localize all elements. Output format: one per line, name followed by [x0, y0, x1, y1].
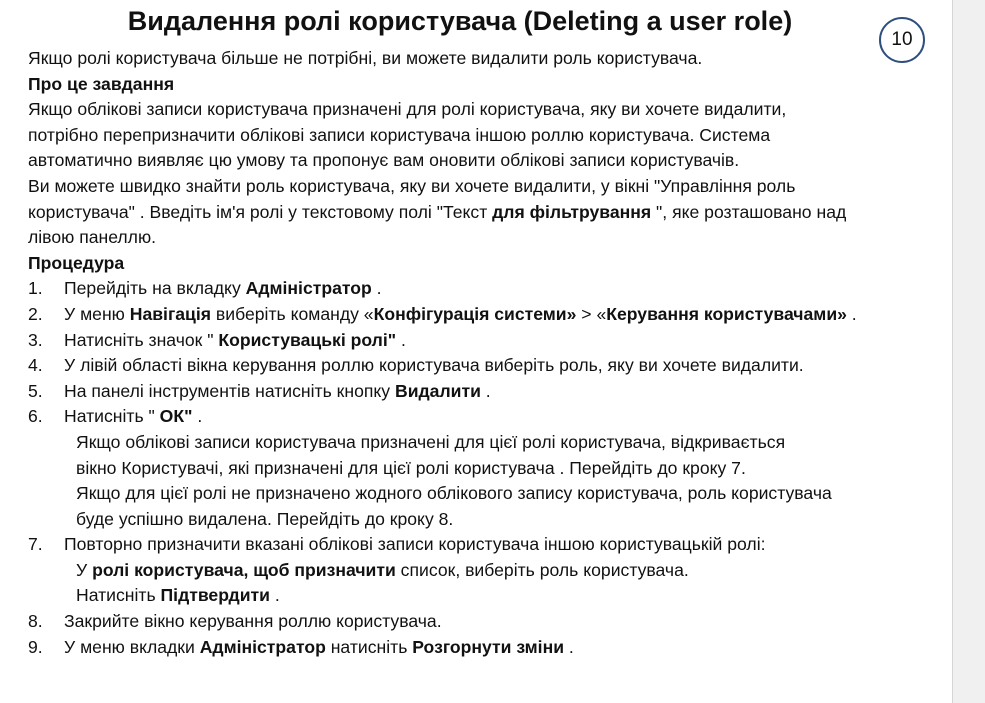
step-text-pre: Натисніть значок " — [64, 329, 219, 350]
step-text-bold: Підтвердити — [160, 585, 270, 606]
step-text-post: . — [192, 406, 203, 427]
page-number-badge: 10 — [879, 17, 925, 63]
step-text-bold: Керування користувачами» — [606, 303, 847, 324]
step-text-post: . — [846, 303, 857, 324]
step-7-detail-1 — [28, 558, 938, 584]
step-number: 3. — [28, 329, 43, 350]
document-body — [28, 46, 938, 660]
step-text-post: . — [396, 329, 406, 350]
step-text-bold: ролі користувача, щоб призначити — [92, 559, 396, 580]
step-text-pre: Натисніть — [76, 585, 161, 606]
about-line-1: Якщо облікові записи користувача призначені для ролі користувача, яку ви хочете видалити, — [28, 99, 787, 120]
step-text — [64, 635, 574, 661]
step-1 — [28, 276, 938, 302]
step-text — [64, 328, 406, 354]
step-text: У лівій області вікна керування роллю користувача виберіть роль, яку ви хочете видалити. — [64, 355, 804, 376]
step-text-bold: Видалити — [394, 380, 481, 401]
step-text — [64, 404, 202, 430]
about-filter-bold: для фільтрування — [492, 201, 652, 222]
step-text-pre: У меню — [64, 303, 130, 324]
procedure-heading: Процедура — [28, 252, 125, 273]
about-line-4: Ви можете швидко знайти роль користувача, яку ви хочете видалити, у вікні "Управління роль — [28, 175, 796, 196]
step-text-mid: виберіть команду « — [211, 303, 374, 324]
step-text-bold: Адміністратор — [245, 278, 372, 299]
step-text-pre: Натисніть " — [64, 406, 160, 427]
step-7-detail-2 — [28, 583, 938, 609]
step-9 — [28, 635, 938, 661]
step-text — [64, 302, 857, 328]
step-8 — [28, 609, 938, 635]
about-heading: Про це завдання — [28, 73, 175, 94]
about-filter-post: ", яке розташовано над — [651, 201, 847, 222]
step-text-bold: Користувацькі ролі" — [218, 329, 397, 350]
step-text-bold: Розгорнути зміни — [412, 636, 565, 657]
step-text — [64, 276, 382, 302]
step-text-bold: Навігація — [129, 303, 212, 324]
step-text-pre: У меню вкладки — [64, 636, 200, 657]
step-text: Закрийте вікно керування роллю користувача. — [64, 611, 442, 632]
step-6-detail-1: Якщо облікові записи користувача призначені для цієї ролі користувача, відкривається — [76, 431, 786, 452]
step-4 — [28, 353, 938, 379]
step-3 — [28, 328, 938, 354]
step-text-mid: > « — [576, 303, 607, 324]
step-6 — [28, 404, 938, 430]
step-number: 5. — [28, 380, 43, 401]
about-line-3: автоматично виявляє цю умову та пропонує вам оновити облікові записи користувачів. — [28, 150, 740, 171]
step-5 — [28, 379, 938, 405]
about-line-2: потрібно перепризначити облікові записи користувача іншою роллю користувача. Система — [28, 124, 771, 145]
step-text — [64, 379, 491, 405]
about-filter-pre: користувача" . Введіть ім'я ролі у текстовому полі "Текст — [28, 201, 493, 222]
step-text-post: . — [480, 380, 491, 401]
page-title: Видалення ролі користувача (Deleting a user role) — [127, 6, 793, 36]
intro-paragraph: Якщо ролі користувача більше не потрібні, ви можете видалити роль користувача. — [28, 48, 703, 68]
step-2 — [28, 302, 938, 328]
step-text-post: список, виберіть роль користувача. — [395, 559, 689, 580]
step-number: 8. — [28, 611, 43, 632]
step-text-bold: ОК" — [159, 406, 193, 427]
step-number: 6. — [28, 406, 43, 427]
vertical-scrollbar[interactable] — [952, 0, 985, 703]
step-number: 7. — [28, 534, 43, 555]
step-number: 4. — [28, 355, 43, 376]
about-line-6: лівою панеллю. — [28, 227, 157, 248]
step-6-detail-3: Якщо для цієї ролі не призначено жодного облікового запису користувача, роль користувача — [76, 483, 832, 504]
step-number: 1. — [28, 278, 43, 299]
step-text-pre: У — [76, 559, 93, 580]
step-text-pre: На панелі інструментів натисніть кнопку — [64, 380, 395, 401]
step-text: Повторно призначити вказані облікові записи користувача іншою користувацькій ролі: — [64, 534, 766, 555]
step-number: 9. — [28, 636, 43, 657]
step-text-mid: натисніть — [325, 636, 413, 657]
step-number: 2. — [28, 303, 43, 324]
step-text-pre: Перейдіть на вкладку — [64, 278, 246, 299]
about-line-5 — [28, 200, 938, 226]
step-6-detail-4: буде успішно видалена. Перейдіть до кроку 8. — [76, 508, 454, 529]
step-text-bold: Адміністратор — [199, 636, 326, 657]
step-7 — [28, 532, 938, 558]
step-text-bold: Конфігурація системи» — [373, 303, 577, 324]
step-text-post: . — [269, 585, 280, 606]
step-text-post: . — [564, 636, 574, 657]
step-6-detail-2: вікно Користувачі, які призначені для цієї ролі користувача . Перейдіть до кроку 7. — [76, 457, 746, 478]
step-text-post: . — [371, 278, 382, 299]
